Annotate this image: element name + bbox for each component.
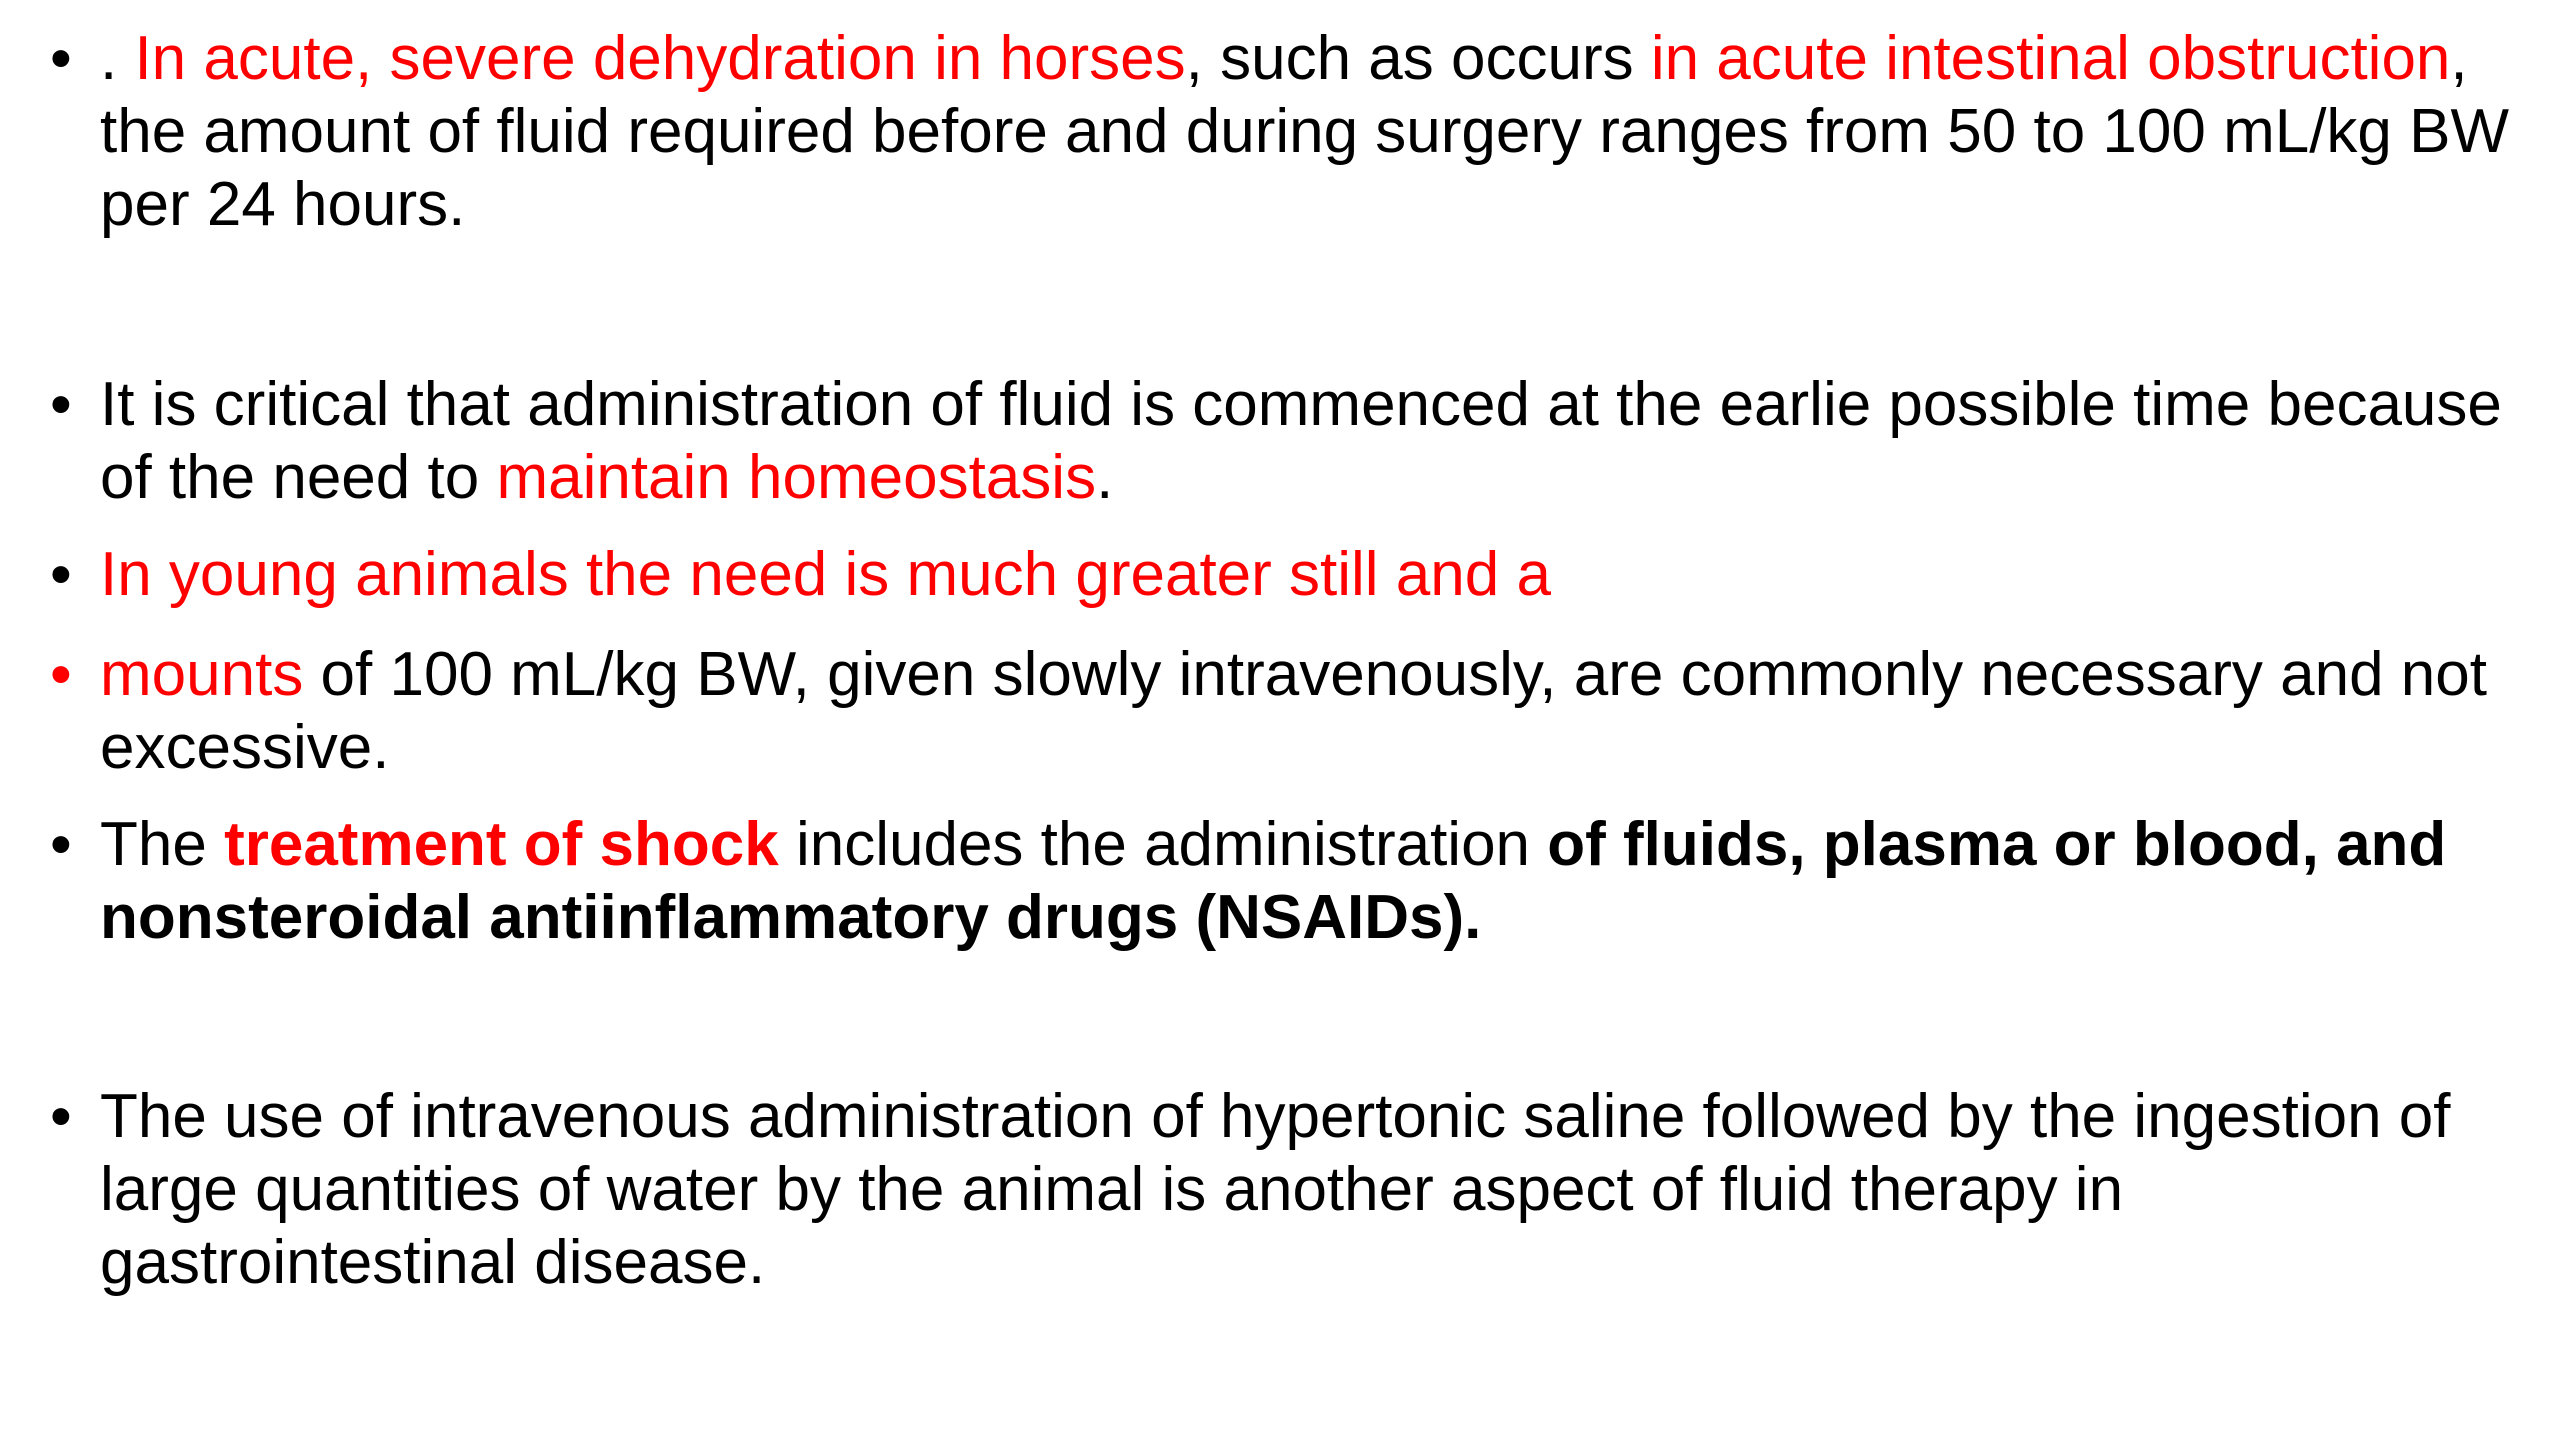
bullet-treatment-shock [50, 808, 2520, 954]
text-run: includes the administration [778, 810, 1548, 879]
highlight-homeostasis: maintain homeostasis [496, 443, 1097, 512]
bullet-text [100, 22, 2520, 241]
bullet-hypertonic-saline [50, 1080, 2520, 1299]
bullet-marker: • [50, 640, 72, 709]
text-run: The [100, 810, 225, 879]
bullet-young-animals [50, 538, 2520, 611]
bullet-text [100, 368, 2520, 514]
text-run: , such as occurs [1185, 24, 1651, 93]
bold-fluids-nsaids: of fluids, plasma or blood, and nonsteroidal antiinflammatory drugs (NSAIDs). [100, 810, 2447, 952]
highlight-mounts: mounts [100, 640, 304, 709]
highlight-dehydration: In acute, severe dehydration in horses [134, 24, 1186, 93]
bullet-text [100, 1080, 2520, 1299]
text-run: , the amount of fluid required before and during surgery ranges from 50 to 100 mL/kg BW per 24 hours. [100, 24, 2510, 239]
highlight-young-animals: In young animals the need is much greater still and a [100, 540, 1551, 609]
highlight-intestinal-obstruction: in acute intestinal obstruction [1650, 24, 2451, 93]
bullet-marker: • [50, 24, 72, 93]
text-run: . [100, 24, 135, 93]
text-run: of 100 mL/kg BW, given slowly intravenously, are commonly necessary and not excessive. [100, 640, 2487, 782]
bullet-amounts [50, 638, 2520, 784]
text-run: It is critical that administration of fluid is commenced at the earlie possible time because of the need to [100, 370, 2502, 512]
bullet-text [100, 538, 2520, 611]
bullet-text [100, 638, 2520, 784]
bullet-dehydration-horses [50, 22, 2520, 241]
text-run: The use of intravenous administration of hypertonic saline followed by the ingestion of large quantities of water by the animal is another aspect of fluid therapy in gastrointestinal disease. [100, 1082, 2451, 1297]
bullet-fluid-administration [50, 368, 2520, 514]
bullet-marker: • [50, 810, 72, 879]
bullet-marker: • [50, 540, 72, 609]
text-run: . [1096, 443, 1114, 512]
bullet-marker: • [50, 370, 72, 439]
highlight-treatment-of-shock: treatment of shock [224, 810, 779, 879]
bullet-marker: • [50, 1082, 72, 1151]
bullet-text [100, 808, 2520, 954]
